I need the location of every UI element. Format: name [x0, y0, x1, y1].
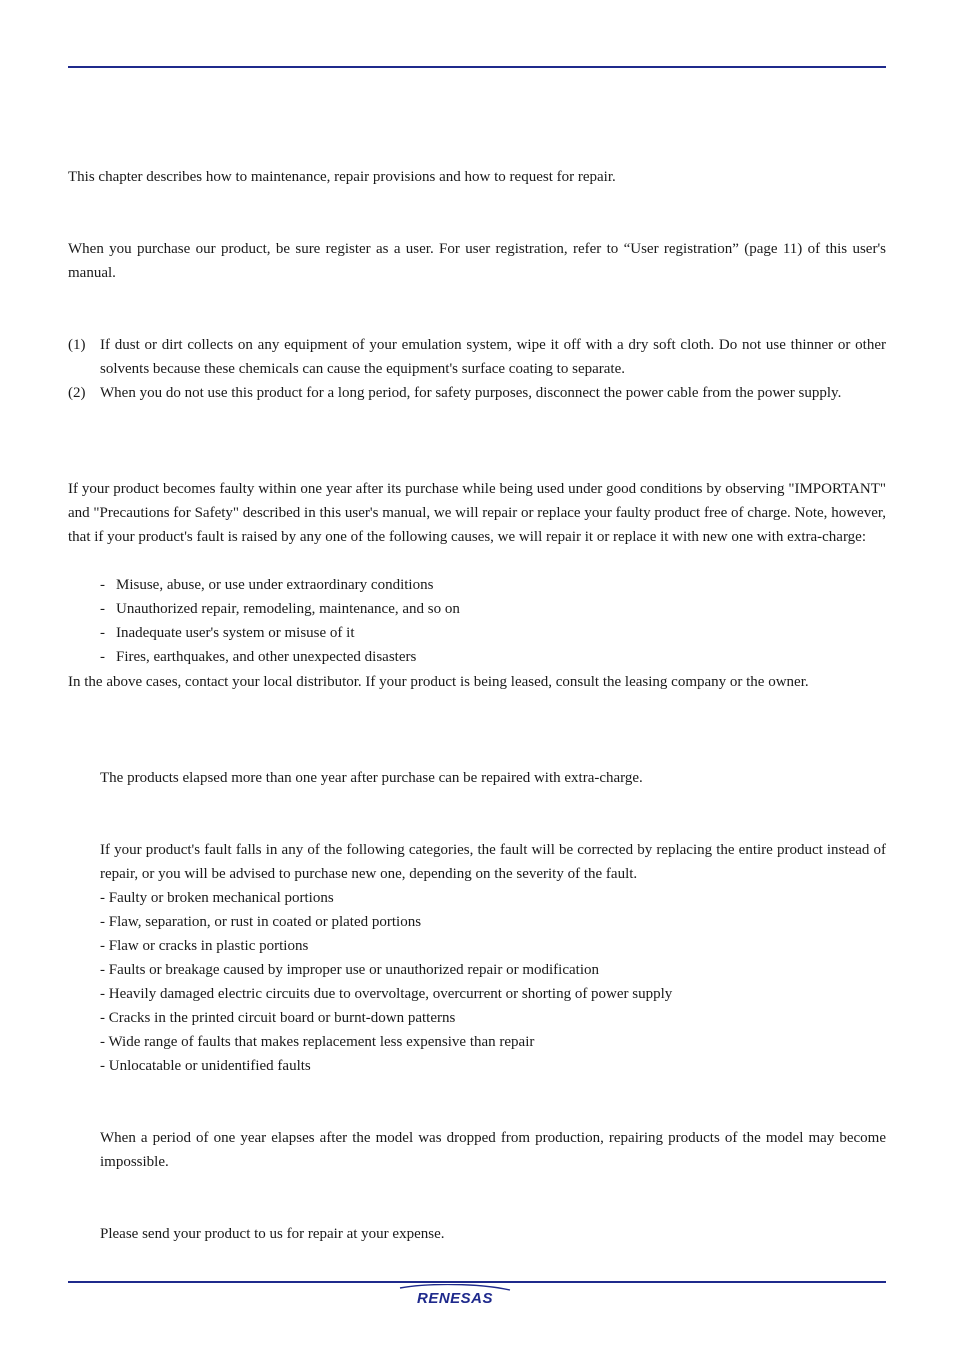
warranty-cause: Unauthorized repair, remodeling, maintenance, and so on	[116, 601, 460, 617]
warranty-text: If your product becomes faulty within one year after its purchase while being used under good conditions by observing "IMPORTANT" and "Precautions for Safety" described in this user's manual, we will repair or replace your faulty product free of charge. Note, however, that if your product's fault is raised by any one of the following causes, we will repair it or replace it with new one with extra-charge:	[68, 481, 886, 545]
warranty-closing: In the above cases, contact your local distributor. If your product is being leased, consult the leasing company or the owner.	[68, 674, 809, 690]
replacement-item: - Wide range of faults that makes replacement less expensive than repair	[100, 1034, 535, 1050]
footer-rule	[68, 1281, 886, 1283]
user-registration-text: When you purchase our product, be sure register as a user. For user registration, refer to “User registration” (page 11) of this user's manual.	[68, 241, 886, 281]
renesas-logo	[398, 1284, 512, 1310]
maintenance-number: (2)	[68, 385, 86, 401]
warranty-cause: Misuse, abuse, or use under extraordinary conditions	[116, 577, 434, 593]
replacement-item: - Flaw, separation, or rust in coated or plated portions	[100, 914, 422, 930]
maintenance-item: If dust or dirt collects on any equipment of your emulation system, wipe it off with a dry soft cloth. Do not use thinner or other solvents because these chemicals can cause the equipment's surface coating to separate.	[100, 337, 886, 377]
maintenance-number: (1)	[68, 337, 86, 353]
replacement-item: - Flaw or cracks in plastic portions	[100, 938, 309, 954]
replacement-item: - Faulty or broken mechanical portions	[100, 890, 334, 906]
replacement-item: - Faults or breakage caused by improper use or unauthorized repair or modification	[100, 962, 599, 978]
warranty-cause: Fires, earthquakes, and other unexpected disasters	[116, 649, 417, 665]
maintenance-item: When you do not use this product for a long period, for safety purposes, disconnect the power cable from the power supply.	[100, 385, 842, 401]
shipping-text: Please send your product to us for repair at your expense.	[100, 1226, 445, 1242]
discontinued-text: When a period of one year elapses after the model was dropped from production, repairing products of the model may become impossible.	[100, 1130, 886, 1170]
header-rule	[68, 66, 886, 68]
bullet-dash: -	[100, 625, 105, 641]
bullet-dash: -	[100, 577, 105, 593]
bullet-dash: -	[100, 649, 105, 665]
replacement-item: - Unlocatable or unidentified faults	[100, 1058, 311, 1074]
after-warranty-text: The products elapsed more than one year after purchase can be repaired with extra-charge.	[100, 770, 643, 786]
chapter-intro: This chapter describes how to maintenance, repair provisions and how to request for repair.	[68, 169, 616, 185]
replacement-text: If your product's fault falls in any of the following categories, the fault will be corrected by replacing the entire product instead of repair, or you will be advised to purchase new one, depending on the severity of the fault.	[100, 842, 886, 882]
replacement-item: - Heavily damaged electric circuits due to overvoltage, overcurrent or shorting of power supply	[100, 986, 673, 1002]
warranty-cause: Inadequate user's system or misuse of it	[116, 625, 355, 641]
replacement-item: - Cracks in the printed circuit board or burnt-down patterns	[100, 1010, 456, 1026]
logo-text: RENESAS	[416, 1290, 494, 1307]
bullet-dash: -	[100, 601, 105, 617]
